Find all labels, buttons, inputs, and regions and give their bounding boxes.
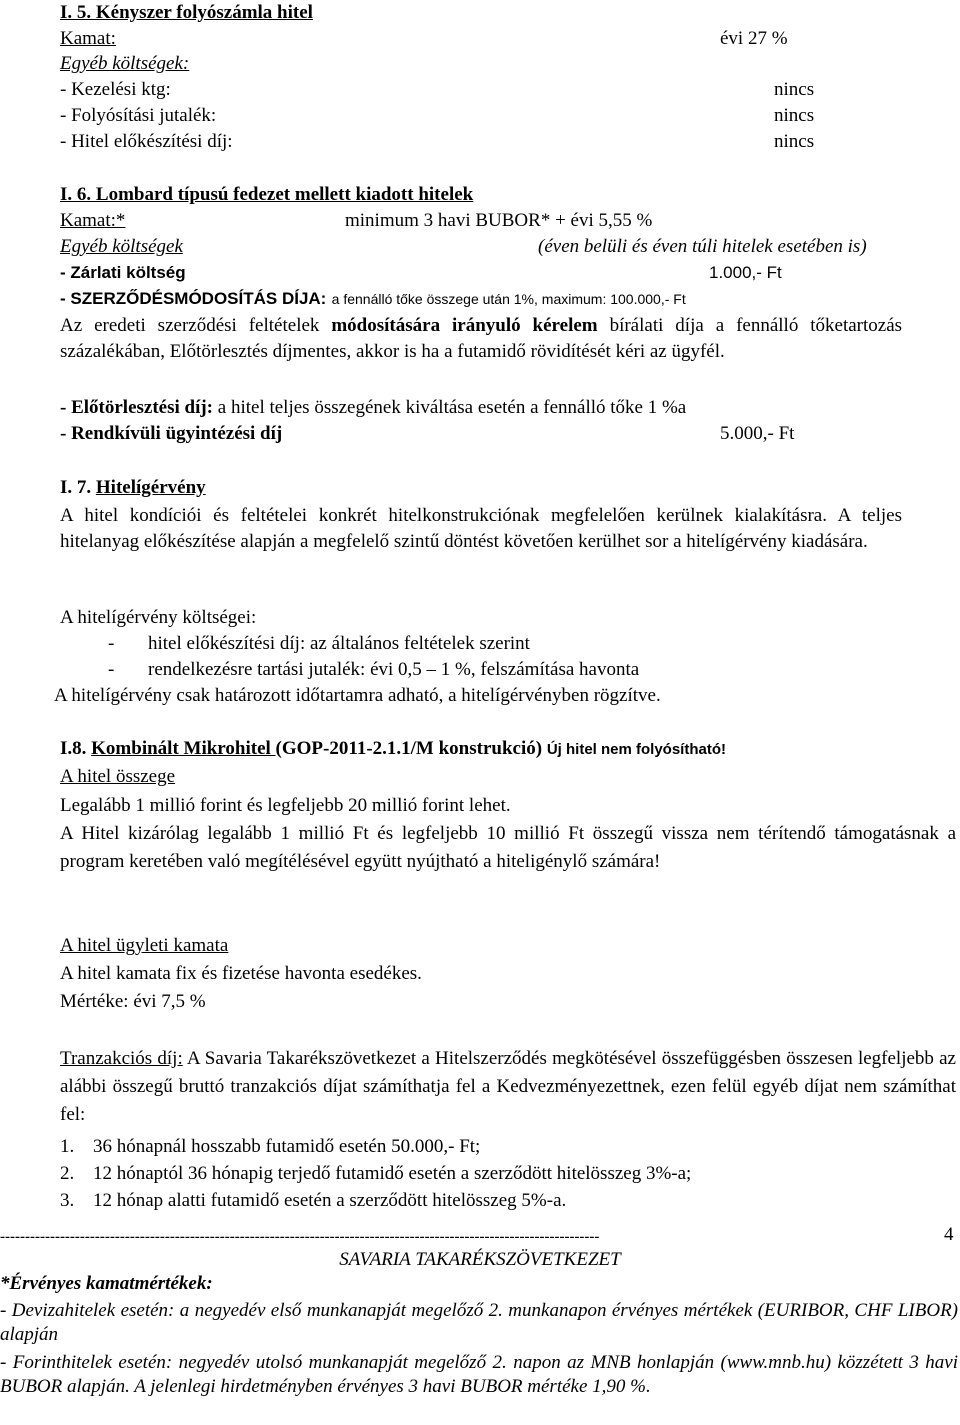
s8-tranz-paragraph	[60, 1045, 956, 1129]
footer-divider: ------------------------------------------------------------------------------------------------------------------------	[0, 1229, 600, 1245]
footer-rates-title: *Érvényes kamatmértékek:	[0, 1273, 213, 1294]
section-8-title	[60, 738, 726, 761]
s8-osszeg-title: A hitel összege	[60, 766, 176, 787]
s5-kezelesi-label: - Kezelési ktg:	[60, 79, 171, 100]
s8-tranz-text: A Savaria Takarékszövetkezet a Hitelszerződés megkötésével összefüggésben összesen legfeljebb az alábbi összegű bruttó tranzakciós díjat számíthatja fel a Kedvezményezettnek, ezen felül egyéb díjat nem számíthat fel:	[60, 1048, 956, 1125]
footer-company: SAVARIA TAKARÉKSZÖVETKEZET	[339, 1249, 621, 1270]
s7-cost-item-1: - hitel előkészítési díj: az általános feltételek szerint	[108, 633, 530, 654]
s7-title-num: I. 7.	[60, 477, 92, 498]
footer-rates-text2: - Forinthitelek esetén: negyedév utolsó munkanapját megelőző 2. napon az MNB honlapján (www.mnb.hu) közzétett 3 havi BUBOR alapján. A jelenlegi hirdetményben érvényes 3 havi BUBOR mértéke 1,90 %.	[0, 1352, 958, 1397]
s7-note: A hitelígérvény csak határozott időtartamra adható, a hitelígérvényben rögzítve.	[54, 685, 661, 706]
s7-cost-item-2: - rendelkezésre tartási jutalék: évi 0,5 – 1 %, felszámítása havonta	[108, 659, 640, 680]
s6-rendkivuli-label: - Rendkívüli ügyintézési díj	[60, 423, 283, 444]
s6-szerz-text: a fennálló tőke összege után 1%, maximum: 100.000,- Ft	[331, 291, 686, 307]
s8-title-code: (GOP-2011-2.1.1/M konstrukció)	[275, 738, 543, 759]
list-item: 2. 12 hónaptól 36 hónapig terjedő futamidő esetén a szerződött hitelösszeg 3%-a;	[60, 1163, 692, 1184]
s7-title-text: Hitelígérvény	[95, 477, 206, 498]
s6-elotorl-label: - Előtörlesztési díj:	[60, 397, 214, 418]
list-item: 1. 36 hónapnál hosszabb futamidő esetén 50.000,- Ft;	[60, 1136, 481, 1157]
s5-hitel-elok-label: - Hitel előkészítési díj:	[60, 131, 233, 152]
s6-elotorl-text: a hitel teljes összegének kiváltása esetén a fennálló tőke 1 %a	[217, 397, 687, 418]
s6-egyeb-label: Egyéb költségek	[60, 236, 183, 257]
s6-egyeb-note: (éven belüli és éven túli hitelek esetében is)	[538, 236, 867, 257]
s6-paragraph	[60, 313, 902, 365]
s6-para-intro: Az eredeti szerződési feltételek	[60, 315, 320, 336]
s5-folyositasi-value: nincs	[774, 105, 815, 126]
s5-hitel-elok-value: nincs	[774, 131, 815, 152]
s8-tranz-list	[60, 1133, 691, 1214]
s6-para-rest: bírálati díja a fennálló tőketartozás százalékában, Előtörlesztés díjmentes, akkor is ha a futamidő rövidítését kéri az ügyfél.	[60, 315, 903, 362]
footer-rates-text1: - Devizahitelek esetén: a negyedév első munkanapját megelőző 2. munkanapon érvényes mértékek (EURIBOR, CHF LIBOR) alapján	[0, 1300, 958, 1345]
s6-elotorl-line	[60, 397, 686, 419]
s8-kamat-title: A hitel ügyleti kamata	[60, 935, 229, 956]
s6-kamat-value: minimum 3 havi BUBOR* + évi 5,55 %	[345, 210, 653, 231]
s8-tranz-label: Tranzakciós díj:	[60, 1048, 183, 1069]
section-5-title: I. 5. Kényszer folyószámla hitel	[60, 2, 313, 23]
s5-kamat-value: évi 27 %	[720, 28, 788, 49]
s6-zarlati-value: 1.000,- Ft	[709, 263, 782, 282]
s5-egyeb-label: Egyéb költségek:	[60, 53, 190, 74]
list-item: 3. 12 hónap alatti futamidő esetén a szerződött hitelösszeg 5%-a.	[60, 1190, 567, 1211]
s8-title-num: I.8.	[60, 738, 87, 759]
section-6-title: I. 6. Lombard típusú fedezet mellett kiadott hitelek	[60, 184, 474, 205]
s5-kezelesi-value: nincs	[774, 79, 815, 100]
s6-rendkivuli-value: 5.000,- Ft	[720, 423, 795, 444]
s6-szerz-label: - SZERZŐDÉSMÓDOSÍTÁS DÍJA:	[60, 289, 327, 308]
s6-kamat-label: Kamat:*	[60, 210, 126, 231]
s8-osszeg-paragraph: A Hitel kizárólag legalább 1 millió Ft és legfeljebb 10 millió Ft összegű vissza nem térítendő támogatásnak a program keretében való megítélésével együtt nyújtható a hiteligénylő számára!	[60, 823, 956, 872]
s8-osszeg-text: Legalább 1 millió forint és legfeljebb 20 millió forint lehet.	[60, 795, 511, 816]
s8-kamat-line2: Mértéke: évi 7,5 %	[60, 991, 206, 1012]
s5-folyositasi-label: - Folyósítási jutalék:	[60, 105, 217, 126]
page-number: 4	[944, 1224, 954, 1245]
s6-para-bold: módosítására irányuló kérelem	[331, 315, 598, 336]
section-7-title	[60, 477, 206, 499]
s7-paragraph: A hitel kondíciói és feltételei konkrét hitelkonstrukciónak megfelelően kerülnek kialakításra. A teljes hitelanyag előkészítése alapján a megfelelő szintű döntést követően kerülhet sor a hitelígérvény kiadására.	[60, 505, 902, 552]
s6-szerz-line	[60, 288, 686, 310]
s8-title-text: Kombinált Mikrohitel	[91, 738, 276, 759]
s8-kamat-line1: A hitel kamata fix és fizetése havonta esedékes.	[60, 963, 422, 984]
s8-title-note: Új hitel nem folyósítható!	[546, 741, 727, 758]
s6-zarlati-label: - Zárlati költség	[60, 263, 186, 282]
s7-costs-title: A hitelígérvény költségei:	[60, 607, 257, 628]
s5-kamat-label: Kamat:	[60, 28, 116, 49]
